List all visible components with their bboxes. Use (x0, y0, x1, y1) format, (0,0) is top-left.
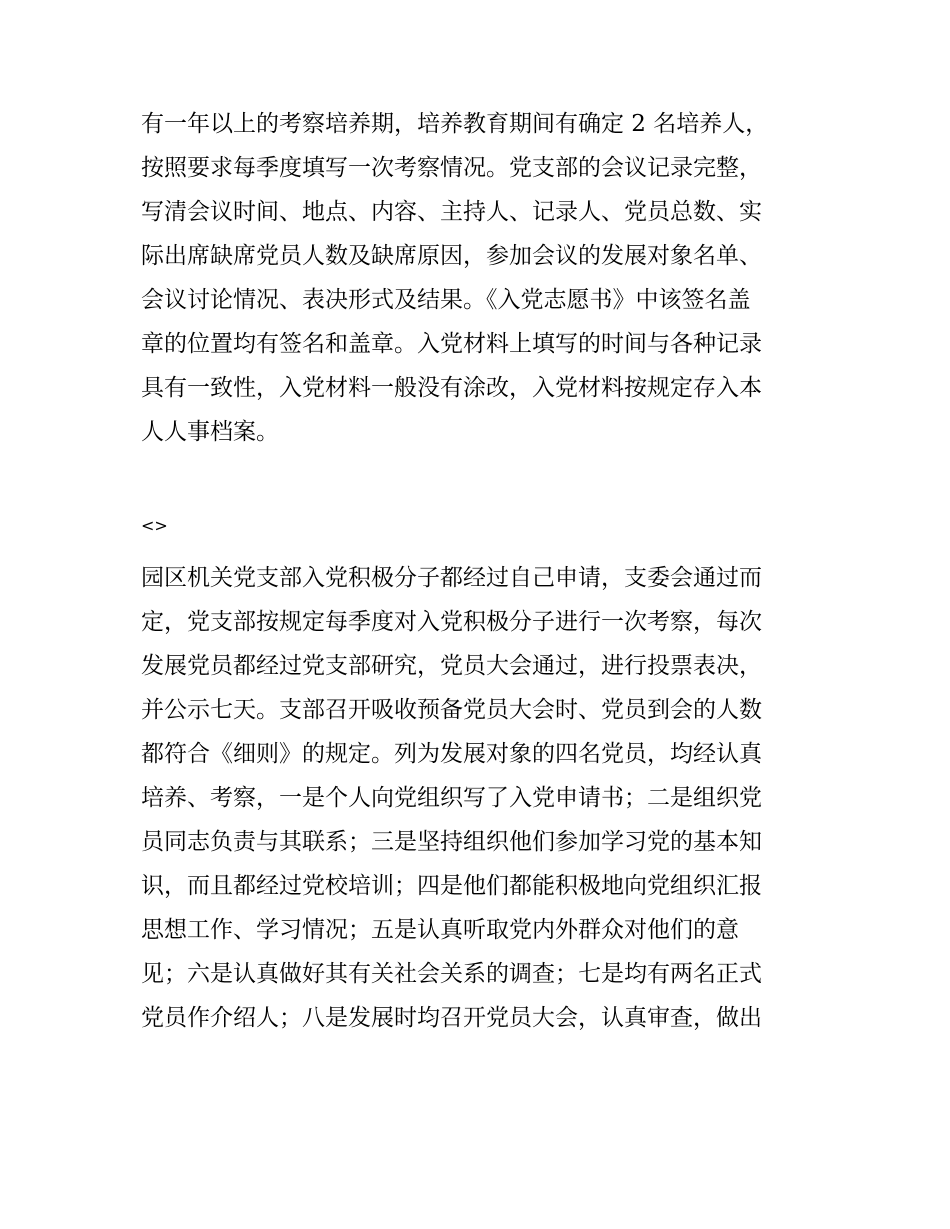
paragraph-2-line: 见；六是认真做好其有关社会关系的调查；七是均有两名正式 (141, 961, 762, 987)
paragraph-2-line: 并公示七天。支部召开吸收预备党员大会时、党员到会的人数 (141, 697, 762, 723)
paragraph-2-line: 发展党员都经过党支部研究，党员大会通过，进行投票表决， (141, 653, 762, 679)
paragraph-1-line: 按照要求每季度填写一次考察情况。党支部的会议记录完整， (141, 155, 762, 181)
paragraph-1-line: 有一年以上的考察培养期，培养教育期间有确定 2 名培养人， (141, 111, 769, 137)
paragraph-2-line: 定，党支部按规定每季度对入党积极分子进行一次考察，每次 (141, 609, 762, 635)
paragraph-1-line: 章的位置均有签名和盖章。入党材料上填写的时间与各种记录 (141, 331, 762, 357)
paragraph-1-line: 会议讨论情况、表决形式及结果。《入党志愿书》中该签名盖 (141, 287, 751, 313)
paragraph-2 (141, 556, 821, 1040)
paragraph-1-line: 际出席缺席党员人数及缺席原因，参加会议的发展对象名单、 (141, 243, 762, 269)
paragraph-1 (141, 102, 821, 454)
paragraph-2-line: 培养、考察，一是个人向党组织写了入党申请书；二是组织党 (141, 785, 762, 811)
paragraph-1-line: 写清会议时间、地点、内容、主持人、记录人、党员总数、实 (141, 199, 762, 225)
paragraph-1-line: 具有一致性，入党材料一般没有涂改，入党材料按规定存入本 (141, 375, 762, 401)
paragraph-2-line: 思想工作、学习情况；五是认真听取党内外群众对他们的意 (141, 917, 739, 943)
section-separator: <> (141, 516, 168, 535)
paragraph-2-line: 都符合《细则》的规定。列为发展对象的四名党员，均经认真 (141, 741, 762, 767)
paragraph-1-line: 人人事档案。 (141, 419, 279, 445)
paragraph-2-line: 党员作介绍人；八是发展时均召开党员大会，认真审查，做出 (141, 1005, 762, 1031)
paragraph-2-line: 识，而且都经过党校培训；四是他们都能积极地向党组织汇报 (141, 873, 762, 899)
paragraph-2-line: 员同志负责与其联系；三是坚持组织他们参加学习党的基本知 (141, 829, 762, 855)
paragraph-2-line: 园区机关党支部入党积极分子都经过自己申请，支委会通过而 (141, 565, 762, 591)
